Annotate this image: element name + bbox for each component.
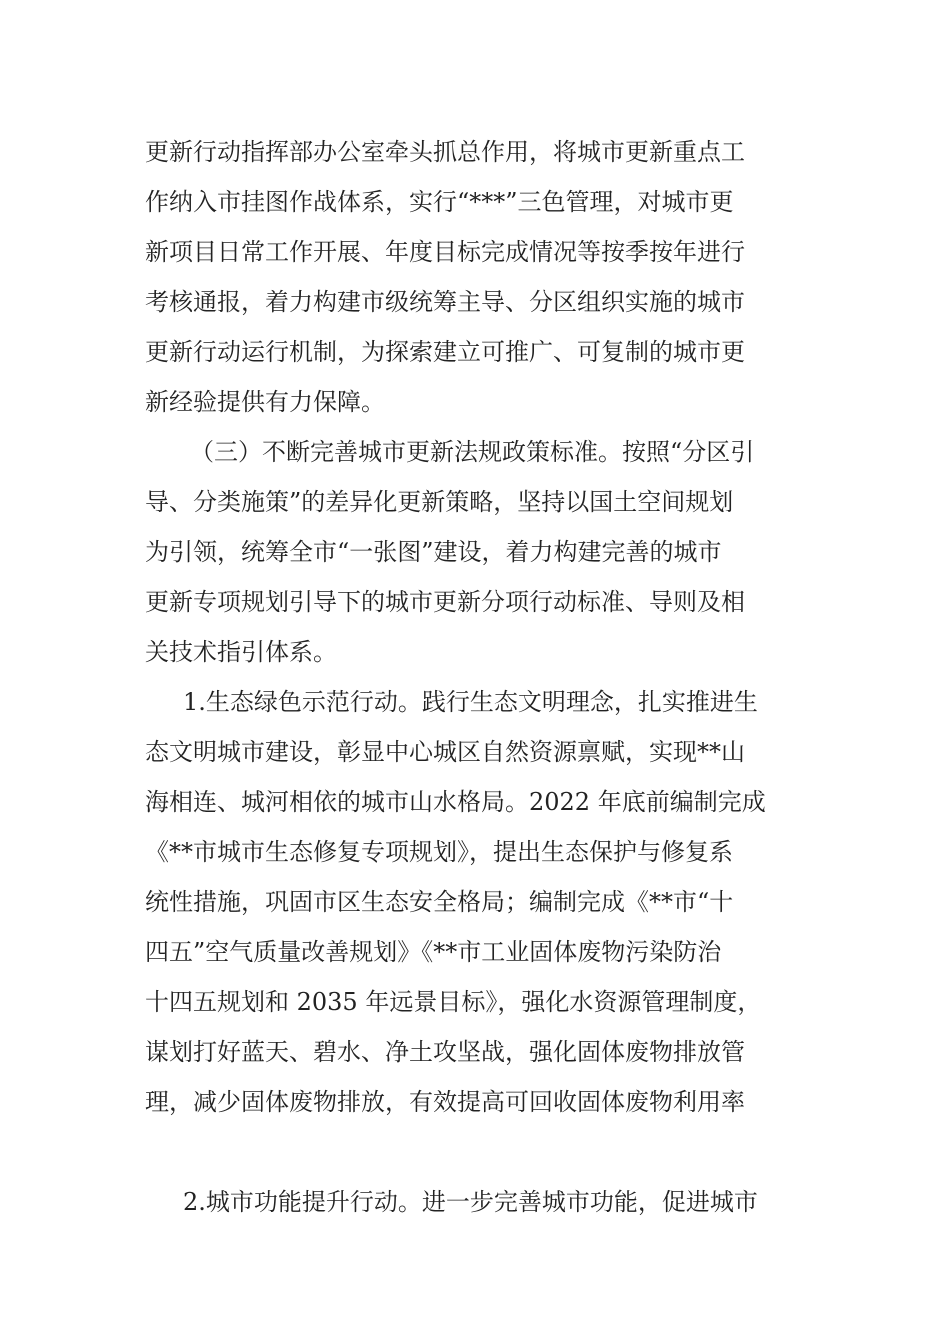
text-line: 关技术指引体系。 — [145, 638, 337, 666]
text-line: 作纳入市挂图作战体系，实行“***”三色管理，对城市更 — [145, 188, 734, 216]
text-line: 海相连、城河相依的城市山水格局。2022 年底前编制完成 — [145, 788, 766, 816]
text-line: 十四五规划和 2035 年远景目标》，强化水资源管理制度， — [145, 988, 762, 1016]
numbered-item-line: 2.城市功能提升行动。进一步完善城市功能，促进城市 — [183, 1188, 758, 1216]
numbered-item-line: 1.生态绿色示范行动。践行生态文明理念，扎实推进生 — [183, 688, 758, 716]
text-line: 《**市城市生态修复专项规划》，提出生态保护与修复系 — [145, 838, 733, 866]
text-line: 更新专项规划引导下的城市更新分项行动标准、导则及相 — [145, 588, 745, 616]
text-line: 理，减少固体废物排放，有效提高可回收固体废物利用率 — [145, 1088, 745, 1116]
text-line: 新经验提供有力保障。 — [145, 388, 385, 416]
text-line: 新项目日常工作开展、年度目标完成情况等按季按年进行 — [145, 238, 745, 266]
text-line: 四五”空气质量改善规划》《**市工业固体废物污染防治 — [145, 938, 722, 966]
text-line: 态文明城市建设，彰显中心城区自然资源禀赋，实现**山 — [145, 738, 745, 766]
text-line: 为引领，统筹全市“一张图”建设，着力构建完善的城市 — [145, 538, 722, 566]
text-line: 更新行动运行机制，为探索建立可推广、可复制的城市更 — [145, 338, 745, 366]
section-heading-line: （三）不断完善城市更新法规政策标准。按照“分区引 — [190, 438, 755, 466]
text-line: 更新行动指挥部办公室牵头抓总作用，将城市更新重点工 — [145, 138, 745, 166]
text-line: 统性措施，巩固市区生态安全格局；编制完成《**市“十 — [145, 888, 734, 916]
text-line: 导、分类施策”的差异化更新策略，坚持以国土空间规划 — [145, 488, 734, 516]
text-line: 考核通报，着力构建市级统筹主导、分区组织实施的城市 — [145, 288, 745, 316]
text-line: 谋划打好蓝天、碧水、净土攻坚战，强化固体废物排放管 — [145, 1038, 745, 1066]
